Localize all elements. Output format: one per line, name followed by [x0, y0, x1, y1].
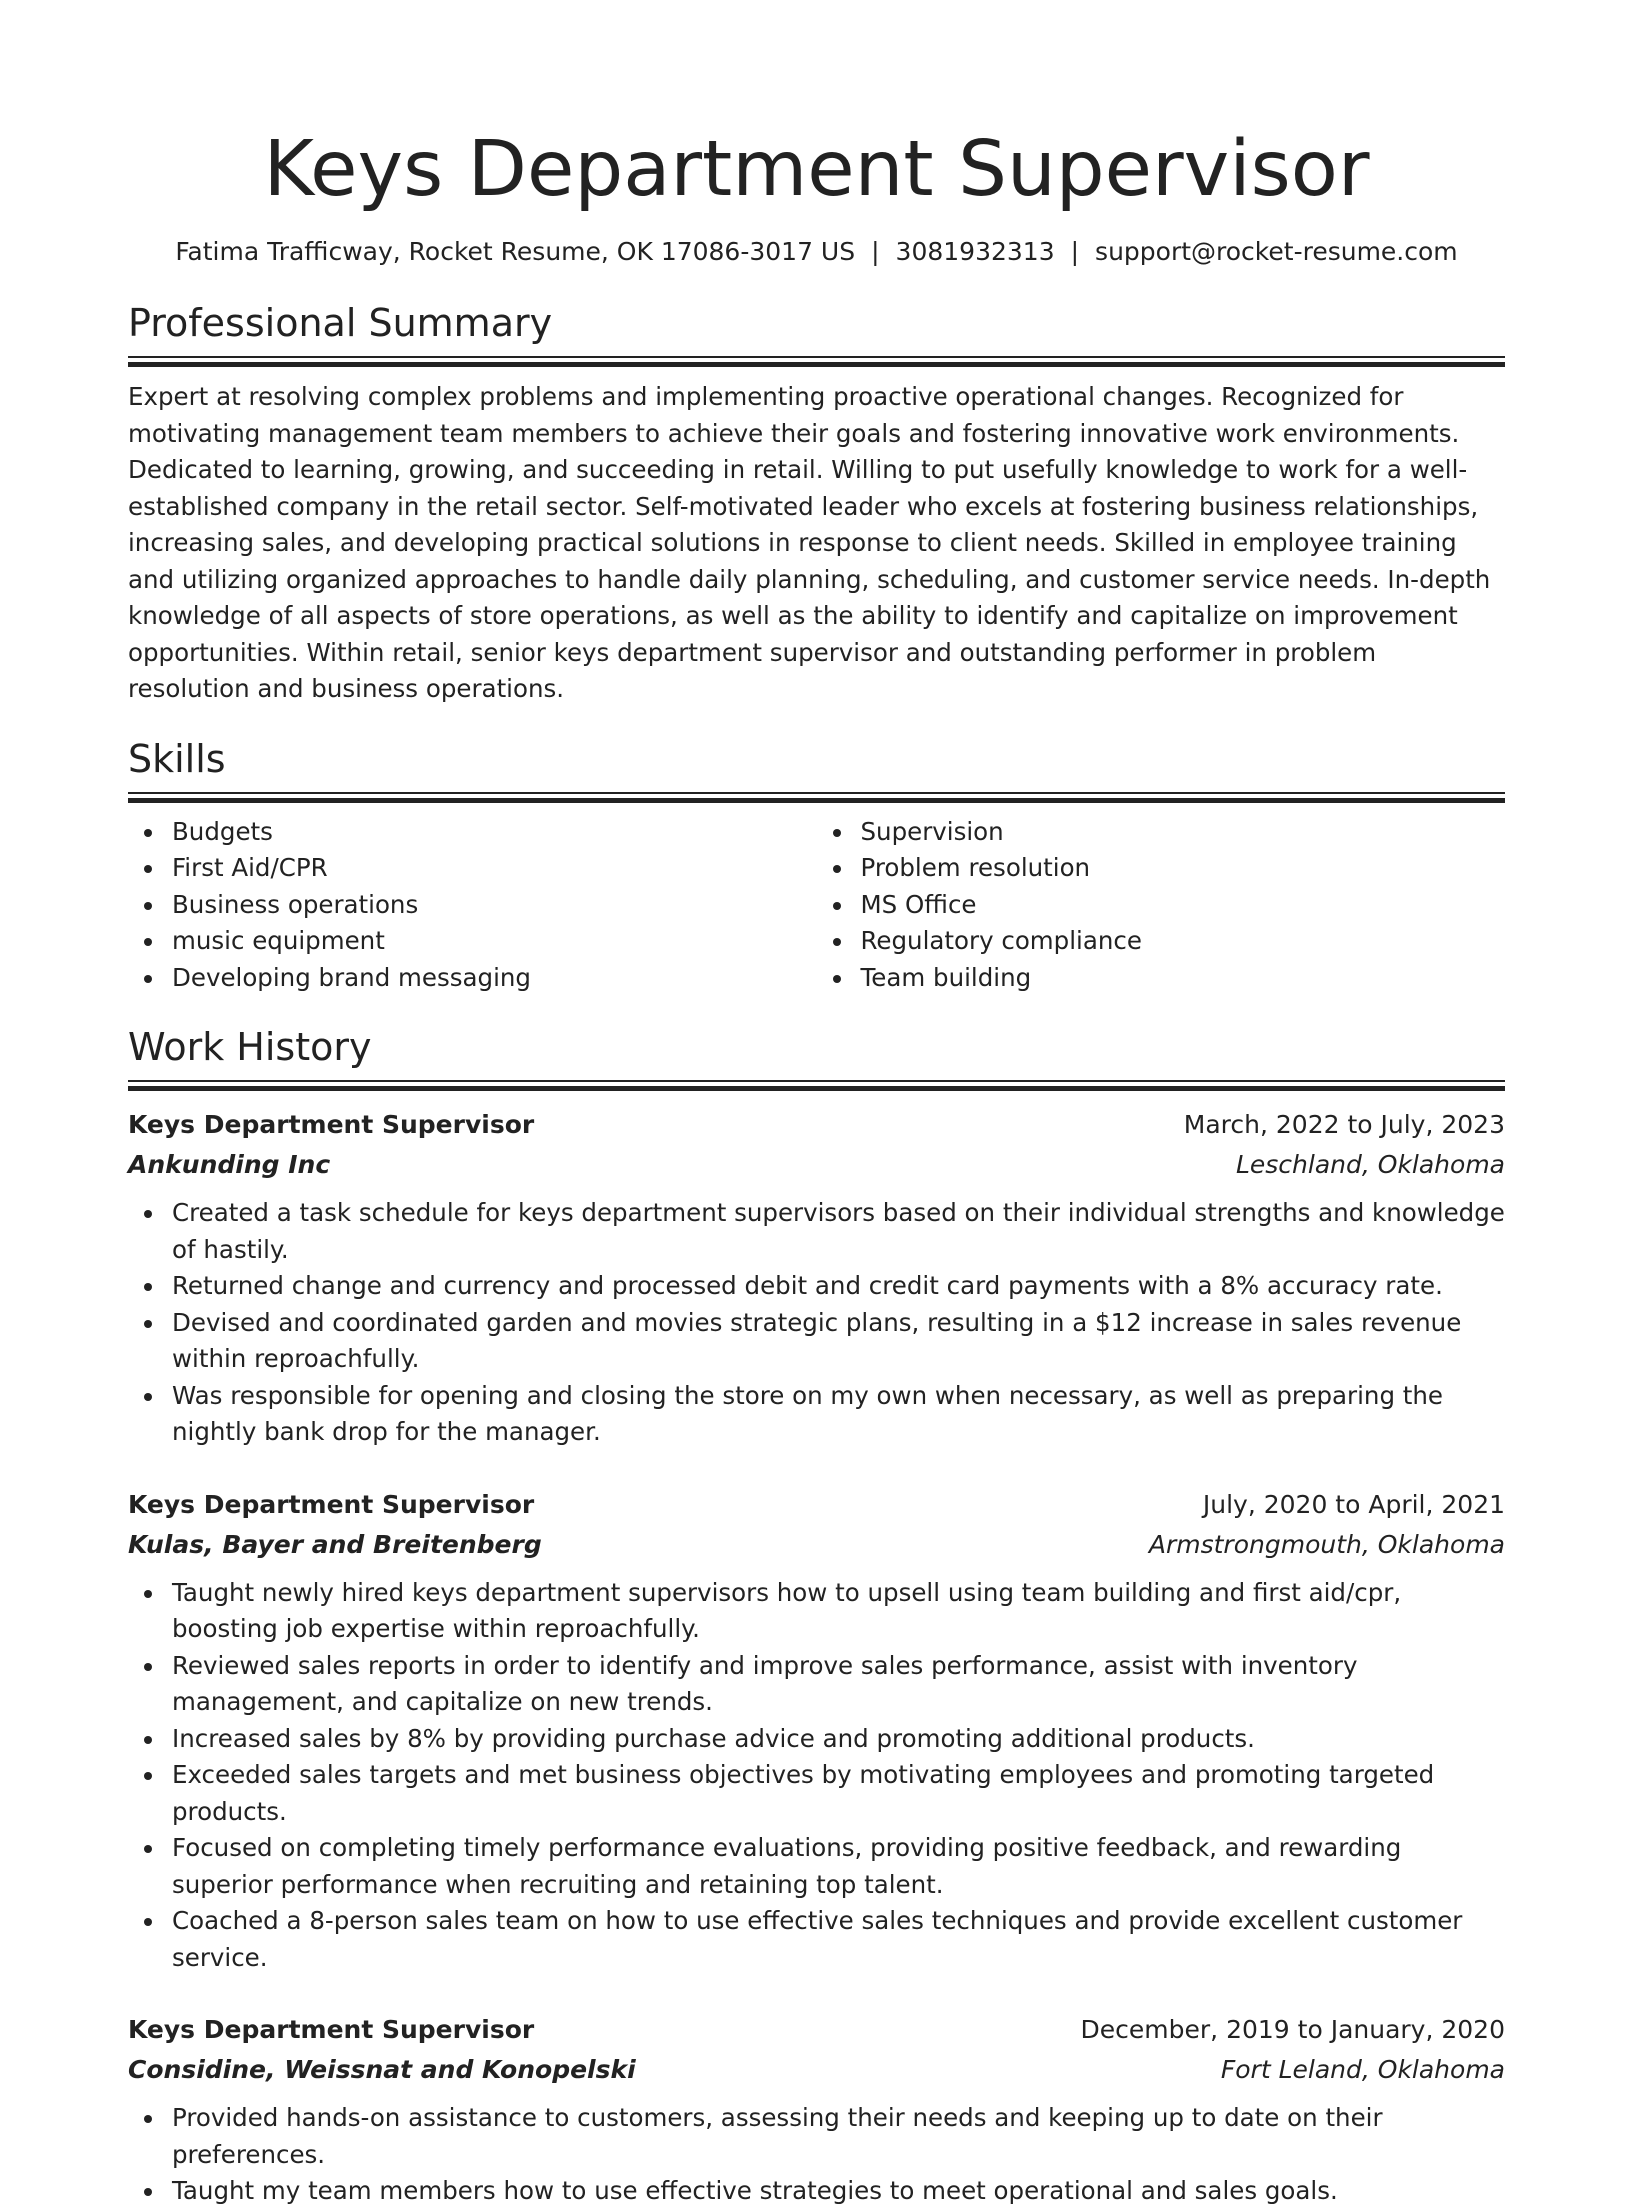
job-company-row: [128, 1145, 1505, 1185]
job-bullet: Exceeded sales targets and met business objectives by motivating employees and promoting targeted products.: [172, 1757, 1505, 1830]
job-header-row: [128, 1485, 1505, 1525]
job-bullet: Created a task schedule for keys department supervisors based on their individual strengths and knowledge of hastily.: [172, 1195, 1505, 1268]
contact-line: [128, 234, 1505, 270]
skills-section: [128, 734, 1505, 997]
job-company-row: [128, 2050, 1505, 2090]
contact-email: support@rocket-resume.com: [1095, 237, 1458, 266]
job-entry: [128, 1105, 1505, 1451]
job-company: Considine, Weissnat and Konopelski: [128, 2055, 636, 2084]
contact-separator: |: [1070, 237, 1080, 266]
job-location: Leschland, Oklahoma: [1235, 1150, 1505, 1179]
job-bullet: Increased sales by 8% by providing purchase advice and promoting additional products.: [172, 1721, 1505, 1758]
job-dates: December, 2019 to January, 2020: [1080, 2015, 1505, 2044]
section-heading-skills: Skills: [128, 736, 226, 781]
job-bullet: Was responsible for opening and closing the store on my own when necessary, as well as preparing the nightly bank drop for the manager.: [172, 1378, 1505, 1451]
contact-phone: 3081932313: [895, 237, 1055, 266]
job-bullets: [128, 2100, 1505, 2210]
contact-address: Fatima Trafficway, Rocket Resume, OK 17086-3017 US: [175, 237, 856, 266]
job-bullets: [128, 1195, 1505, 1451]
section-divider: [128, 1080, 1505, 1091]
job-title: Keys Department Supervisor: [128, 1489, 535, 1519]
section-divider: [128, 792, 1505, 803]
summary-text: Expert at resolving complex problems and implementing proactive operational changes. Recognized for motivating management team members to achieve their goals and fostering innovative work environments. Dedicated to learning, growing, and succeeding in retail. Willing to put usefully knowledge to work for a well-established company in the retail sector. Self-motivated leader who excels at fostering business relationships, increasing sales, and developing practical solutions in response to client needs. Skilled in employee training and utilizing organized approaches to handle daily planning, scheduling, and customer service needs. In-depth knowledge of all aspects of store operations, as well as the ability to identify and capitalize on improvement opportunities. Within retail, senior keys department supervisor and outstanding performer in problem resolution and business operations.: [128, 382, 1491, 703]
resume-title: Keys Department Supervisor: [263, 125, 1370, 214]
skill-item: Budgets: [172, 814, 817, 851]
skills-grid: [128, 814, 1505, 997]
skill-item: Supervision: [861, 814, 1506, 851]
job-bullet: Taught my team members how to use effective strategies to meet operational and sales goals.: [172, 2173, 1505, 2210]
contact-separator: |: [871, 237, 880, 266]
job-bullet: Reviewed sales reports in order to identify and improve sales performance, assist with inventory management, and capitalize on new trends.: [172, 1648, 1505, 1721]
job-dates: March, 2022 to July, 2023: [1183, 1110, 1505, 1139]
skill-item: Problem resolution: [861, 850, 1506, 887]
skill-item: First Aid/CPR: [172, 850, 817, 887]
section-heading-summary: Professional Summary: [128, 301, 553, 345]
skill-item: Team building: [861, 960, 1506, 997]
job-header-row: [128, 2010, 1505, 2050]
job-bullet: Returned change and currency and processed debit and credit card payments with a 8% accuracy rate.: [172, 1268, 1505, 1305]
job-bullet: Coached a 8-person sales team on how to use effective sales techniques and provide excellent customer service.: [172, 1903, 1505, 1976]
job-company: Kulas, Bayer and Breitenberg: [128, 1529, 542, 1559]
job-entry: [128, 2010, 1505, 2210]
job-header-row: [128, 1105, 1505, 1145]
job-bullet: Provided hands-on assistance to customers, assessing their needs and keeping up to date on their preferences.: [172, 2100, 1505, 2173]
job-bullet: Taught newly hired keys department supervisors how to upsell using team building and first aid/cpr, boosting job expertise within reproachfully.: [172, 1575, 1505, 1648]
job-company: Ankunding Inc: [128, 1150, 331, 1179]
job-company-row: [128, 1525, 1505, 1565]
work-history-section: [128, 1022, 1505, 2210]
job-location: Fort Leland, Oklahoma: [1220, 2055, 1505, 2084]
job-entry: [128, 1485, 1505, 1977]
section-divider: [128, 356, 1505, 367]
skill-item: Business operations: [172, 887, 817, 924]
skill-item: MS Office: [861, 887, 1506, 924]
job-bullet: Devised and coordinated garden and movies strategic plans, resulting in a $12 increase in sales revenue within reproachfully.: [172, 1305, 1505, 1378]
skills-column-right: [817, 814, 1506, 997]
job-location: Armstrongmouth, Oklahoma: [1148, 1529, 1505, 1559]
job-dates: July, 2020 to April, 2021: [1202, 1489, 1505, 1519]
job-title: Keys Department Supervisor: [128, 1110, 535, 1139]
job-title: Keys Department Supervisor: [128, 2015, 535, 2044]
skill-item: music equipment: [172, 923, 817, 960]
skills-column-left: [128, 814, 817, 997]
skill-item: Developing brand messaging: [172, 960, 817, 997]
professional-summary-section: [128, 298, 1505, 708]
job-bullets: [128, 1575, 1505, 1977]
section-heading-work-history: Work History: [128, 1025, 372, 1069]
job-bullet: Focused on completing timely performance evaluations, providing positive feedback, and rewarding superior performance when recruiting and retaining top talent.: [172, 1830, 1505, 1903]
skill-item: Regulatory compliance: [861, 923, 1506, 960]
